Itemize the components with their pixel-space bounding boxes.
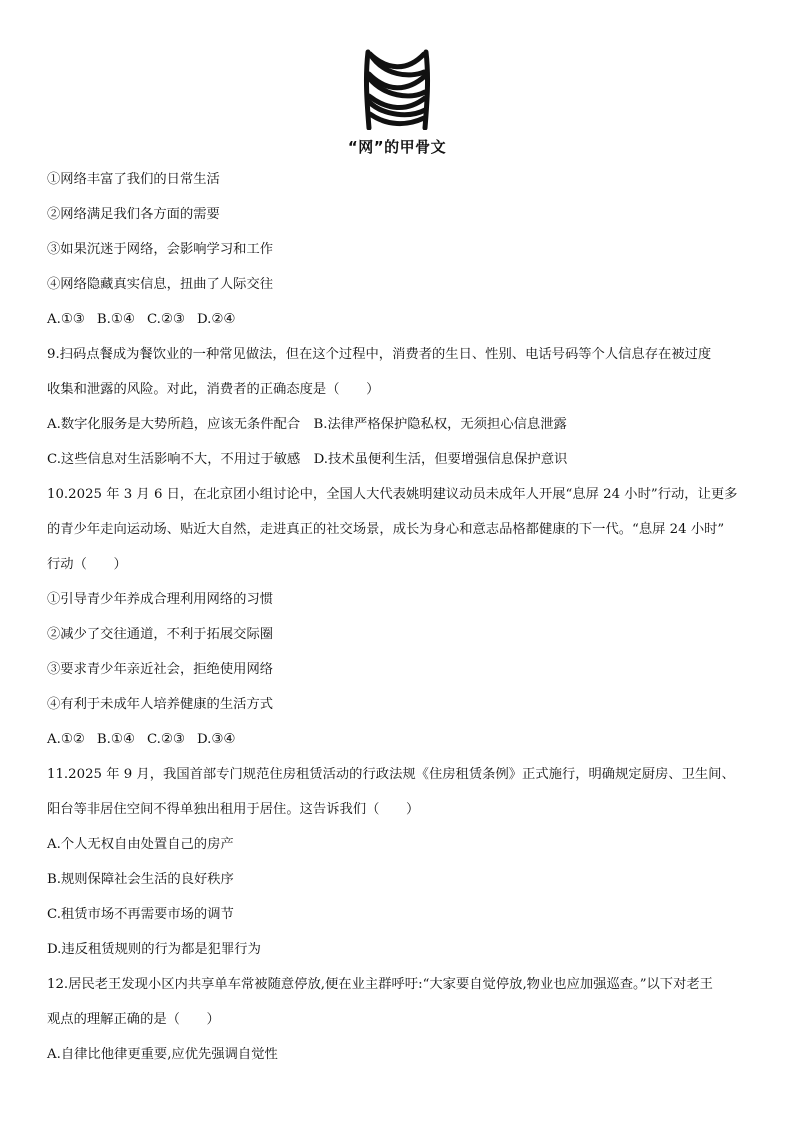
q9-stem-line-2: 收集和泄露的风险。对此，消费者的正确态度是（ ） (47, 382, 380, 397)
oracle-bone-wang-glyph-icon (362, 48, 432, 130)
q10-item-1: ①引导青少年养成合理利用网络的习惯 (47, 592, 274, 607)
q8-option-d: D.②④ (197, 312, 236, 327)
figure-caption: “网”的甲骨文 (347, 138, 447, 156)
q8-option-c: C.②③ (146, 312, 185, 327)
q8-item-3: ③如果沉迷于网络，会影响学习和工作 (47, 242, 274, 257)
q11-stem-line-2: 阳台等非居住空间不得单独出租用于居住。这告诉我们（ ） (47, 802, 420, 817)
q9-options-cd: C.这些信息对生活影响不大，不用过于敏感 D.技术虽便利生活，但要增强信息保护意识 (47, 452, 568, 467)
q10-option-c: C.②③ (146, 732, 185, 747)
q10-option-b: B.①④ (96, 732, 135, 747)
q10-stem-line-2: 的青少年走向运动场、贴近大自然，走进真正的社交场景，成长为身心和意志品格都健康的下一代。“息屏 24 小时” (47, 522, 725, 537)
question-content (47, 171, 759, 1081)
q12-option-a: A.自律比他律更重要,应优先强调自觉性 (47, 1047, 278, 1062)
q10-stem-line-3: 行动（ ） (47, 557, 127, 572)
q10-stem (47, 486, 759, 573)
q11-option-d: D.违反租赁规则的行为都是犯罪行为 (47, 942, 261, 957)
q10-option-d: D.③④ (197, 732, 236, 747)
q9-stem (47, 346, 759, 398)
q11-option-b: B.规则保障社会生活的良好秩序 (47, 872, 234, 887)
q9-stem-line-1: 9.扫码点餐成为餐饮业的一种常见做法，但在这个过程中，消费者的生日、性别、电话号码等个人信息存在被过度 (47, 347, 712, 362)
q10-item-2: ②减少了交往通道，不利于拓展交际圈 (47, 627, 274, 642)
q12-stem-line-2: 观点的理解正确的是（ ） (47, 1012, 220, 1027)
q8-item-1: ①网络丰富了我们的日常生活 (47, 172, 220, 187)
q10-stem-line-1: 10.2025 年 3 月 6 日，在北京团小组讨论中，全国人大代表姚明建议动员未成年人开展“息屏 24 小时”行动，让更多 (47, 487, 738, 502)
q8-item-4: ④网络隐藏真实信息，扭曲了人际交往 (47, 277, 274, 292)
q11-stem (47, 766, 759, 818)
q11-option-a: A.个人无权自由处置自己的房产 (47, 837, 234, 852)
q8-option-a: A.①③ (47, 312, 85, 327)
q10-option-a: A.①② (47, 732, 85, 747)
oracle-bone-figure (0, 48, 794, 157)
q10-options (47, 731, 759, 748)
q10-item-4: ④有利于未成年人培养健康的生活方式 (47, 697, 274, 712)
q8-item-2: ②网络满足我们各方面的需要 (47, 207, 220, 222)
q10-item-3: ③要求青少年亲近社会，拒绝使用网络 (47, 662, 274, 677)
q11-option-c: C.租赁市场不再需要市场的调节 (47, 907, 234, 922)
q8-option-b: B.①④ (96, 312, 135, 327)
q9-options-ab: A.数字化服务是大势所趋，应该无条件配合 B.法律严格保护隐私权，无须担心信息泄露 (47, 417, 567, 432)
q12-stem-line-1: 12.居民老王发现小区内共享单车常被随意停放,便在业主群呼吁:“大家要自觉停放,物业也应加强巡查。”以下对老王 (47, 977, 713, 992)
q11-stem-line-1: 11.2025 年 9 月，我国首部专门规范住房租赁活动的行政法规《住房租赁条例》正式施行，明确规定厨房、卫生间、 (47, 767, 735, 782)
q8-options (47, 311, 759, 328)
q12-stem (47, 976, 759, 1028)
